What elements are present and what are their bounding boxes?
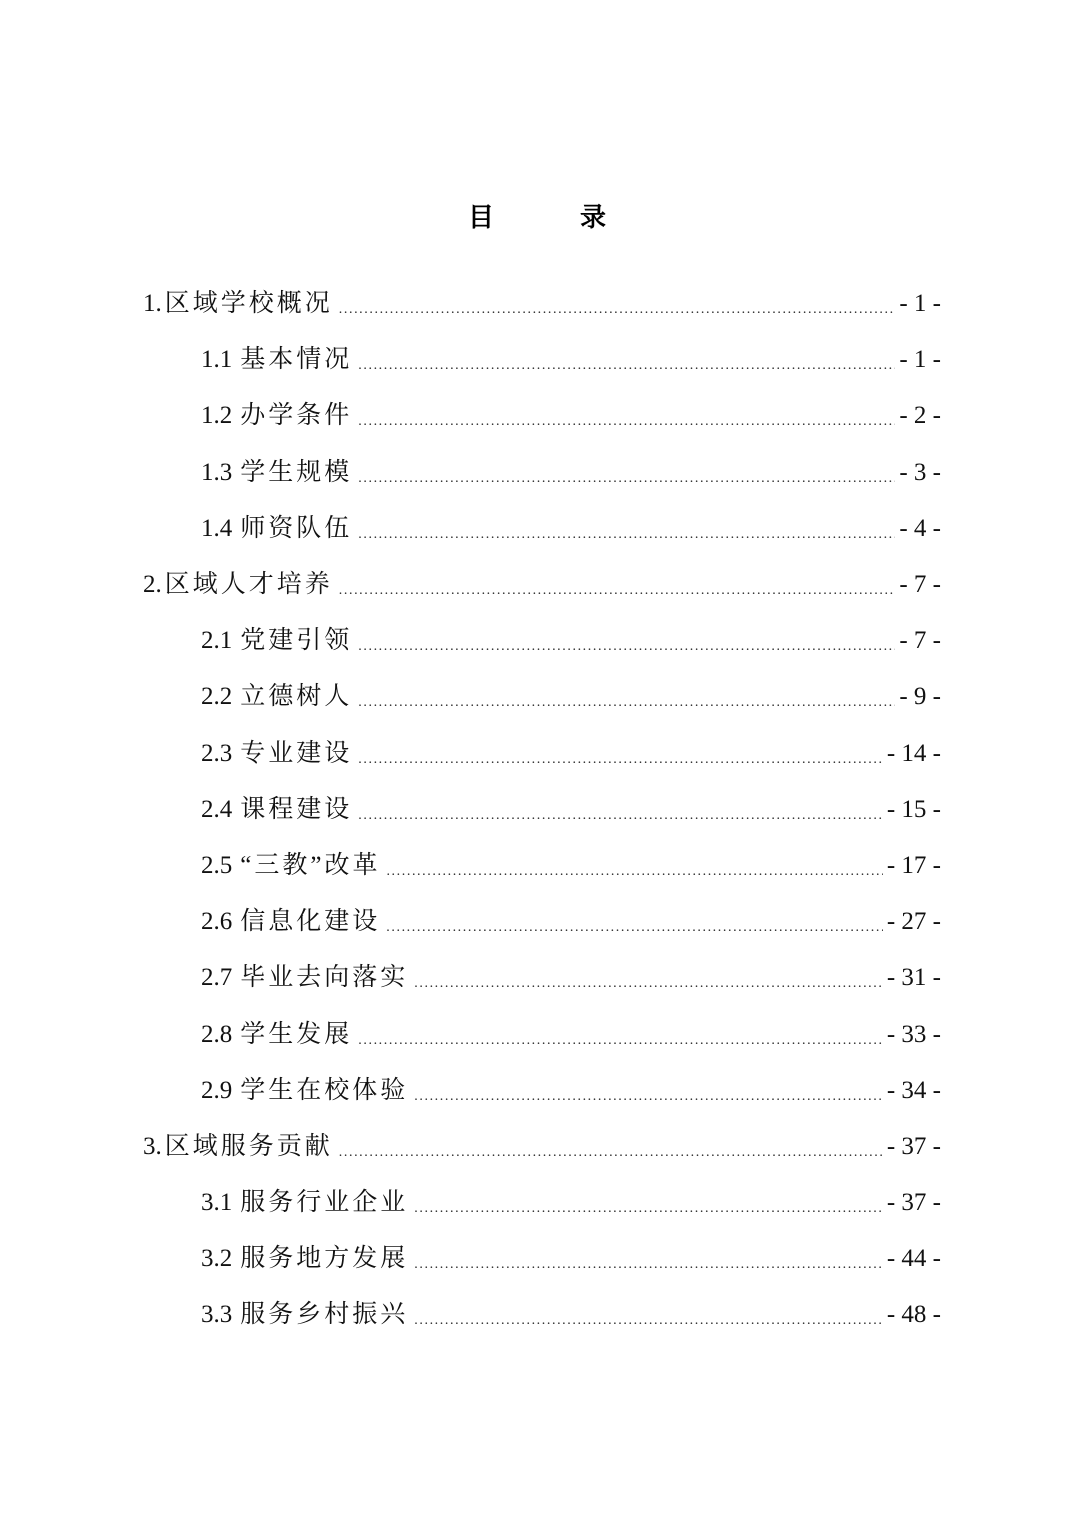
toc-entry-heading [201, 388, 352, 444]
toc-entry-heading [201, 332, 352, 388]
toc-entry-heading [201, 894, 380, 950]
toc-entry-heading [143, 276, 333, 332]
toc-entry-label: 服务乡村振兴 [240, 1301, 409, 1329]
toc-entry-heading [201, 1175, 408, 1231]
toc-entry-heading [143, 1119, 333, 1175]
toc-entry-number: 3. [143, 1132, 162, 1160]
toc-entry[interactable] [0, 501, 1074, 557]
toc-entry[interactable] [0, 445, 1074, 501]
toc-entry-heading [201, 613, 352, 669]
toc-entry[interactable] [0, 557, 1074, 613]
toc-entry-label: 基本情况 [240, 346, 353, 374]
toc-entry[interactable] [0, 1119, 1074, 1175]
toc-entry-number: 1.4 [201, 514, 233, 542]
toc-entry-number: 1.2 [201, 402, 233, 430]
toc-entry-number: 3.3 [201, 1301, 233, 1329]
toc-page-number: - 7 - [899, 627, 941, 655]
toc-dot-leader [386, 861, 882, 883]
toc-entry-number: 2.9 [201, 1076, 233, 1104]
toc-page-number: - 14 - [886, 739, 941, 767]
toc-page-number: - 3 - [899, 458, 941, 486]
toc-page-number: - 17 - [886, 851, 941, 879]
toc-entry[interactable] [0, 838, 1074, 894]
table-of-contents [0, 276, 1074, 1344]
toc-page-number: - 7 - [899, 571, 941, 599]
toc-entry[interactable] [0, 1287, 1074, 1343]
toc-dot-leader [358, 355, 895, 377]
toc-entry-number: 3.2 [201, 1245, 233, 1273]
toc-page-number: - 1 - [899, 346, 941, 374]
toc-entry[interactable] [0, 669, 1074, 725]
toc-page-number: - 2 - [899, 402, 941, 430]
toc-page-number: - 31 - [886, 964, 941, 992]
toc-dot-leader [358, 468, 895, 490]
toc-entry-heading [201, 726, 352, 782]
toc-entry-number: 2.3 [201, 739, 233, 767]
toc-entry[interactable] [0, 1006, 1074, 1062]
toc-entry-label: 服务行业企业 [240, 1189, 409, 1217]
toc-entry-heading [201, 445, 352, 501]
toc-entry-label: 区域服务贡献 [164, 1132, 333, 1160]
toc-entry-label: 信息化建设 [240, 908, 381, 936]
toc-page-number: - 44 - [886, 1245, 941, 1273]
toc-page-number: - 48 - [886, 1301, 941, 1329]
toc-dot-leader [414, 1310, 883, 1332]
toc-entry[interactable] [0, 332, 1074, 388]
toc-entry[interactable] [0, 782, 1074, 838]
toc-entry[interactable] [0, 726, 1074, 782]
toc-entry[interactable] [0, 613, 1074, 669]
toc-entry-heading [201, 1007, 352, 1063]
toc-page-number: - 1 - [899, 290, 941, 318]
toc-entry-label: 区域人才培养 [164, 571, 333, 599]
toc-entry-number: 2.6 [201, 908, 233, 936]
toc-entry-heading [201, 950, 408, 1006]
toc-entry-number: 2.8 [201, 1020, 233, 1048]
toc-entry-label: 学生在校体验 [240, 1076, 409, 1104]
toc-entry-label: 学生规模 [240, 458, 353, 486]
toc-entry[interactable] [0, 894, 1074, 950]
toc-entry-label: 区域学校概况 [164, 290, 333, 318]
toc-page-number: - 37 - [886, 1189, 941, 1217]
toc-page-number: - 37 - [886, 1132, 941, 1160]
toc-entry-number: 1.1 [201, 346, 233, 374]
toc-dot-leader [414, 1198, 883, 1220]
toc-title: 目 录 [467, 203, 636, 233]
toc-entry[interactable] [0, 950, 1074, 1006]
toc-page-number: - 27 - [886, 908, 941, 936]
toc-entry-heading [201, 1231, 408, 1287]
toc-entry-number: 1.3 [201, 458, 233, 486]
toc-entry-number: 2.7 [201, 964, 233, 992]
toc-page-number: - 4 - [899, 514, 941, 542]
toc-entry-heading [201, 838, 380, 894]
toc-page-number: - 9 - [899, 683, 941, 711]
toc-entry-label: 专业建设 [240, 739, 353, 767]
toc-entry[interactable] [0, 1231, 1074, 1287]
toc-entry[interactable] [0, 1175, 1074, 1231]
toc-entry-heading [201, 501, 352, 557]
toc-dot-leader [386, 917, 883, 939]
toc-dot-leader [358, 1030, 883, 1052]
toc-page-number: - 33 - [886, 1020, 941, 1048]
toc-entry-heading [201, 1063, 408, 1119]
toc-entry-heading [201, 1287, 408, 1343]
toc-entry-label: 立德树人 [240, 683, 353, 711]
toc-dot-leader [358, 692, 895, 714]
toc-dot-leader [358, 524, 895, 546]
toc-entry-number: 2.5 [201, 851, 233, 879]
toc-entry-number: 1. [143, 290, 162, 318]
toc-entry-heading [143, 557, 333, 613]
toc-entry-number: 2.1 [201, 627, 233, 655]
toc-entry-label: 师资队伍 [240, 514, 353, 542]
toc-entry-number: 2.4 [201, 795, 233, 823]
toc-entry-label: 毕业去向落实 [240, 964, 409, 992]
toc-dot-leader [339, 299, 896, 321]
toc-dot-leader [414, 1254, 883, 1276]
toc-entry-heading [201, 782, 352, 838]
toc-dot-leader [358, 411, 895, 433]
toc-page-number: - 34 - [886, 1076, 941, 1104]
toc-dot-leader [339, 580, 896, 602]
toc-page-number: - 15 - [886, 795, 941, 823]
toc-entry-heading [201, 669, 352, 725]
toc-entry-label: “三教”改革 [240, 851, 381, 879]
toc-entry[interactable] [0, 388, 1074, 444]
toc-entry-number: 2. [143, 571, 162, 599]
toc-entry-number: 2.2 [201, 683, 233, 711]
toc-entry-number: 3.1 [201, 1189, 233, 1217]
toc-dot-leader [358, 749, 883, 771]
toc-dot-leader [358, 805, 883, 827]
toc-entry[interactable] [0, 276, 1074, 332]
toc-entry-label: 办学条件 [240, 402, 353, 430]
toc-entry-label: 党建引领 [240, 627, 353, 655]
toc-entry[interactable] [0, 1063, 1074, 1119]
toc-dot-leader [414, 973, 883, 995]
toc-entry-label: 服务地方发展 [240, 1245, 409, 1273]
toc-entry-label: 课程建设 [240, 795, 353, 823]
toc-dot-leader [358, 636, 895, 658]
toc-dot-leader [339, 1142, 883, 1164]
toc-dot-leader [414, 1086, 883, 1108]
toc-entry-label: 学生发展 [240, 1020, 353, 1048]
